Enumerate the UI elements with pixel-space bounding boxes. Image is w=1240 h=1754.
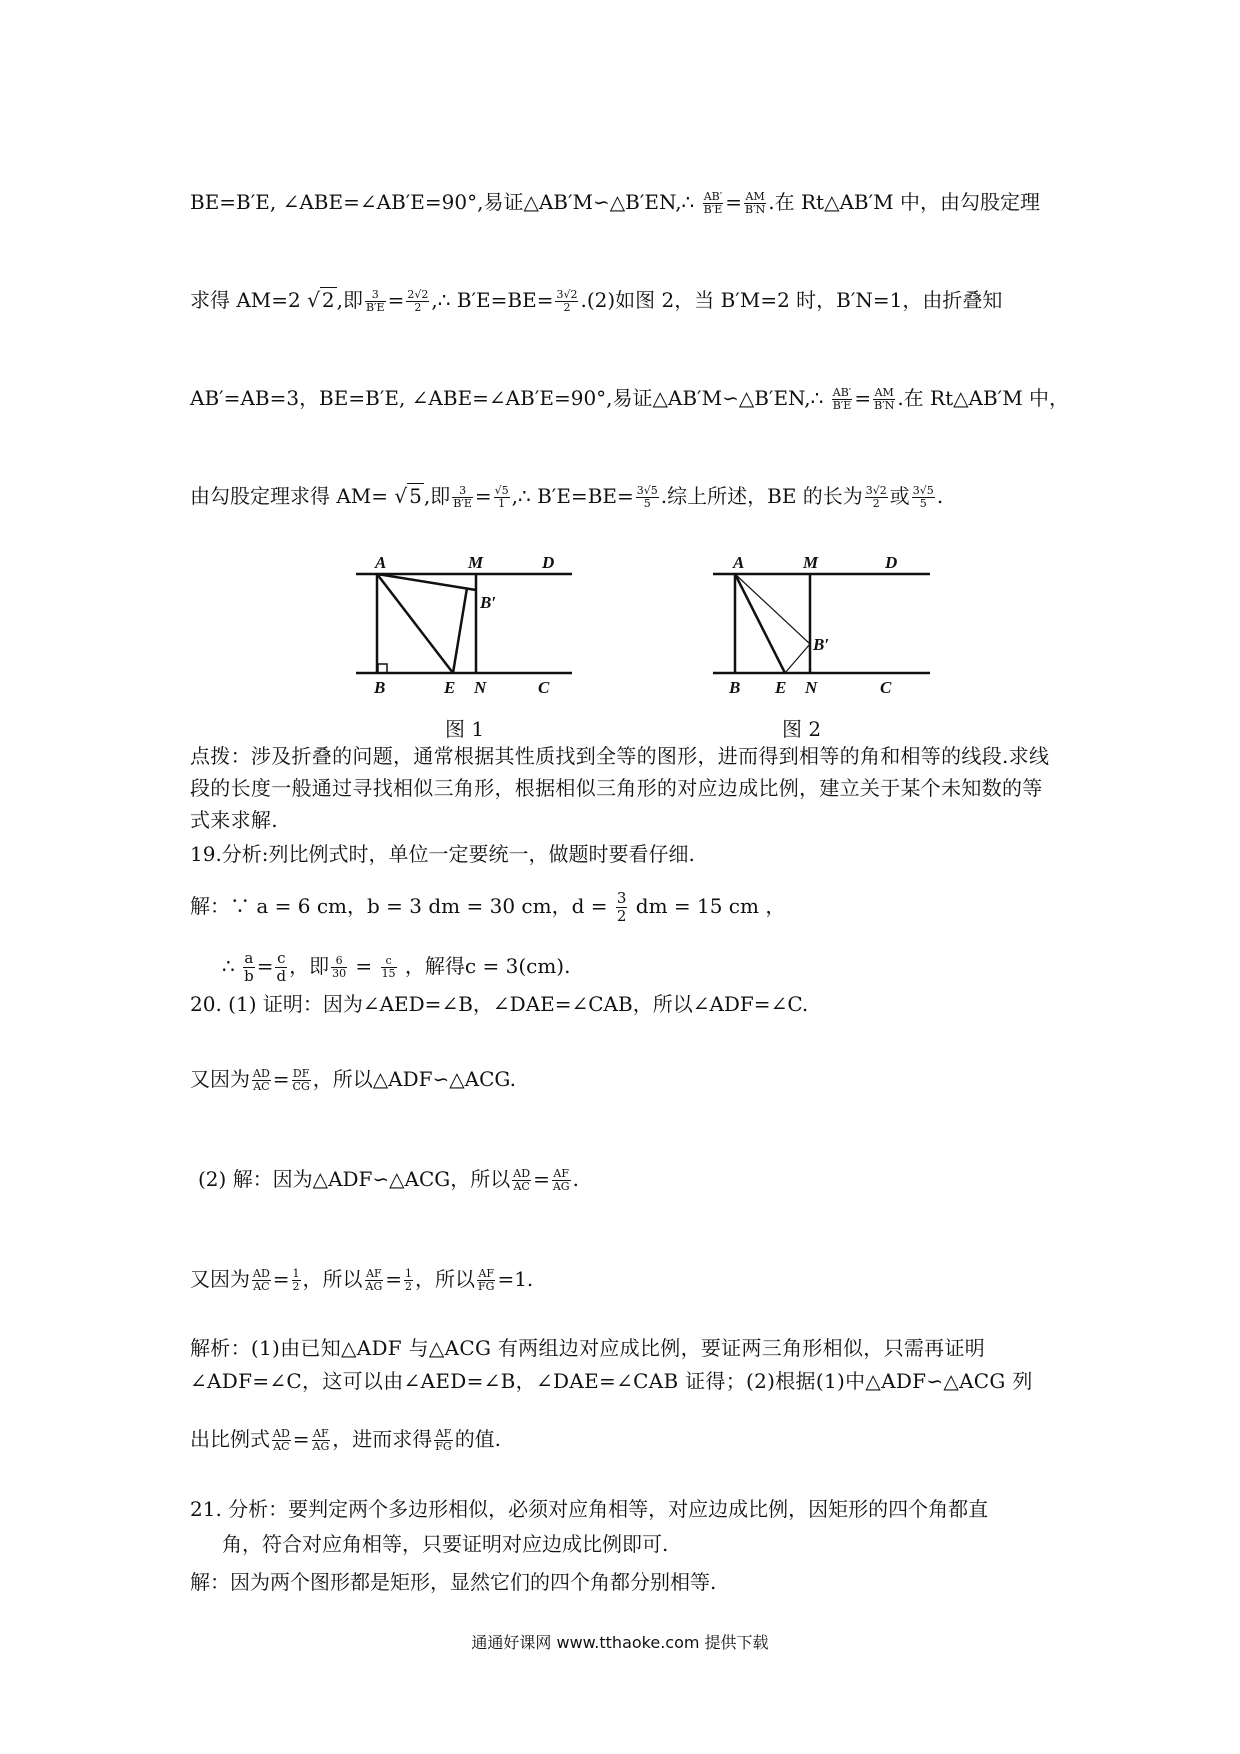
q20-part1-conclusion: 又因为 $\frac{AD}{AC}$ = $\frac{DF}{CG}$ ，所以△ADF∽△ACG.: [190, 1067, 516, 1093]
fraction: $\frac{c}{d}$: [276, 949, 287, 985]
tip-paragraph: 点拨：涉及折叠的问题，通常根据其性质找到全等的图形，进而得到相等的角和相等的线段.求线段的长度一般通过寻找相似三角形，根据相似三角形的对应边成比例，建立关于某个未知数的等式来求解.: [190, 744, 1050, 832]
fraction: $\frac{c}{15}$: [381, 954, 396, 980]
fraction: $\frac{AF}{AG}$: [552, 1167, 570, 1193]
solution-line-4: 由勾股定理求得 AM= √ 5 ,即 $\frac{3}{B'E}$ = $\frac{√5}{1}$ ,∴ B′E=BE= $\frac{3√5}{5}$ .综上所述，BE 的长为 $\frac{3√2}{2}$ 或 $\frac{3√5}{5}$ .: [190, 484, 944, 510]
fraction: $\frac{AF}{AG}$: [312, 1427, 330, 1453]
fig1-label-Bprime: B′: [480, 593, 497, 612]
fig2-label-M: M: [803, 553, 819, 572]
fig2-label-C: C: [880, 678, 892, 697]
text-segment: .在 Rt△AB′M 中，由勾股定理: [768, 190, 1040, 214]
fraction: $\frac{AF}{AG}$: [365, 1267, 383, 1293]
fraction: $\frac{AD}{AC}$: [273, 1427, 290, 1453]
fraction: $\frac{AF}{FG}$: [435, 1427, 452, 1453]
fig2-label-Bprime: B′: [813, 635, 830, 654]
q21-analysis-line-2: 角，符合对应角相等，只要证明对应边成比例即可.: [222, 1532, 669, 1556]
sqrt-expression: √ 5: [394, 484, 422, 508]
footer-watermark: 通通好课网 www.tthaoke.com 提供下载: [471, 1633, 769, 1652]
solution-line-2: 求得 AM=2 √ 2 ,即 $\frac{3}{B'E}$ = $\frac{2√2}{2}$ ,∴ B′E=BE= $\frac{3√2}{2}$ .(2)如图 2，当 B′M=2 时，B′N=1，由折叠知: [190, 288, 1003, 314]
q19-solution-line-2: ∴ $\frac{a}{b}$ = $\frac{c}{d}$ ，即 $\frac{6}{30}$ = $\frac{c}{15}$ ，解得c = 3(cm).: [222, 949, 571, 985]
fig1-label-C: C: [538, 678, 550, 697]
fraction: $\frac{AM}{B'N}$: [874, 386, 895, 412]
fraction: $\frac{1}{2}$: [405, 1267, 413, 1293]
q21-solution: 解：因为两个图形都是矩形，显然它们的四个角都分别相等.: [190, 1570, 717, 1594]
solution-line-3: AB′=AB=3，BE=B′E, ∠ABE=∠AB′E=90°,易证△AB′M∽△B′EN,∴ $\frac{AB'}{B'E}$ = $\frac{AM}{B'N}$ .在 Rt△AB′M 中，: [190, 386, 1070, 412]
fig2-label-B: B: [729, 678, 741, 697]
fig2-label-D: D: [885, 553, 898, 572]
fraction: $\frac{AF}{FG}$: [478, 1267, 495, 1293]
figure-2-caption: 图 2: [782, 717, 822, 741]
fraction: $\frac{a}{b}$: [244, 949, 254, 985]
fig1-label-B: B: [374, 678, 386, 697]
fraction: $\frac{AD}{AC}$: [253, 1267, 270, 1293]
fig1-label-A: A: [375, 553, 387, 572]
fraction: $\frac{√5}{1}$: [494, 484, 509, 510]
figure-2-diagram: [705, 548, 955, 698]
q20-part2-result: 又因为 $\frac{AD}{AC}$ = $\frac{1}{2}$ ，所以 $\frac{AF}{AG}$ = $\frac{1}{2}$ ，所以 $\frac{AF}{FG}$ =1.: [190, 1267, 534, 1293]
fraction: $\frac{AB'}{B'E}$: [832, 386, 852, 412]
fig2-label-E: E: [775, 678, 787, 697]
fraction: $\frac{AD}{AC}$: [253, 1067, 270, 1093]
fraction: $\frac{3}{2}$: [616, 889, 627, 925]
q20-part1: 20. (1) 证明：因为∠AED=∠B，∠DAE=∠CAB，所以∠ADF=∠C.: [190, 992, 809, 1016]
q20-part2: (2) 解：因为△ADF∽△ACG，所以 $\frac{AD}{AC}$ = $\frac{AF}{AG}$ .: [198, 1167, 579, 1193]
figure-1-caption: 图 1: [445, 717, 485, 741]
fraction: $\frac{3}{B'E}$: [365, 288, 385, 314]
fraction: $\frac{AB'}{B'E}$: [703, 190, 723, 216]
fraction: $\frac{6}{30}$: [332, 954, 347, 980]
fraction: $\frac{1}{2}$: [292, 1267, 300, 1293]
q19-analysis: 19.分析:列比例式时，单位一定要统一，做题时要看仔细.: [190, 842, 695, 866]
q21-analysis-line-1: 21. 分析：要判定两个多边形相似，必须对应角相等，对应边成比例，因矩形的四个角都直: [190, 1497, 989, 1521]
figure-1-diagram: [350, 548, 600, 698]
fig1-label-M: M: [468, 553, 484, 572]
q19-solution-line-1: 解：∵ a = 6 cm，b = 3 dm = 30 cm，d = $\frac{3}{2}$ dm = 15 cm ，: [190, 889, 786, 925]
fraction: $\frac{3}{B'E}$: [453, 484, 472, 510]
fraction: $\frac{2√2}{2}$: [407, 288, 429, 314]
fig1-label-D: D: [542, 553, 555, 572]
q20-explanation: 解析：(1)由已知△ADF 与△ACG 有两组边对应成比例，要证两三角形相似，只需再证明∠ADF=∠C，这可以由∠AED=∠B，∠DAE=∠CAB 证得；(2)根据(1)中△ADF∽△ACG 列: [190, 1336, 1033, 1393]
fig2-label-N: N: [805, 678, 818, 697]
fraction: $\frac{3√2}{2}$: [865, 484, 887, 510]
sqrt-expression: √ 2: [307, 288, 335, 312]
fraction: $\frac{3√5}{5}$: [912, 484, 934, 510]
fraction: $\frac{DF}{CG}$: [292, 1067, 310, 1093]
q20-explanation-end: 出比例式 $\frac{AD}{AC}$ = $\frac{AF}{AG}$ ，进而求得 $\frac{AF}{FG}$ 的值.: [190, 1427, 502, 1453]
fig1-label-N: N: [474, 678, 487, 697]
fraction: $\frac{3√5}{5}$: [636, 484, 658, 510]
fig1-label-E: E: [444, 678, 456, 697]
fraction: $\frac{AD}{AC}$: [513, 1167, 531, 1193]
fraction: $\frac{3√2}{2}$: [556, 288, 578, 314]
fraction: $\frac{AM}{B'N}$: [745, 190, 766, 216]
solution-line-1: BE=B′E, ∠ABE=∠AB′E=90°,易证△AB′M∽△B′EN,∴ $\frac{AB'}{B'E}$ = $\frac{AM}{B'N}$ .在 Rt△AB′M 中，由勾股定理: [190, 190, 1040, 216]
text-segment: BE=B′E, ∠ABE=∠AB′E=90°,易证△AB′M∽△B′EN,∴: [190, 190, 701, 214]
fig2-label-A: A: [733, 553, 745, 572]
